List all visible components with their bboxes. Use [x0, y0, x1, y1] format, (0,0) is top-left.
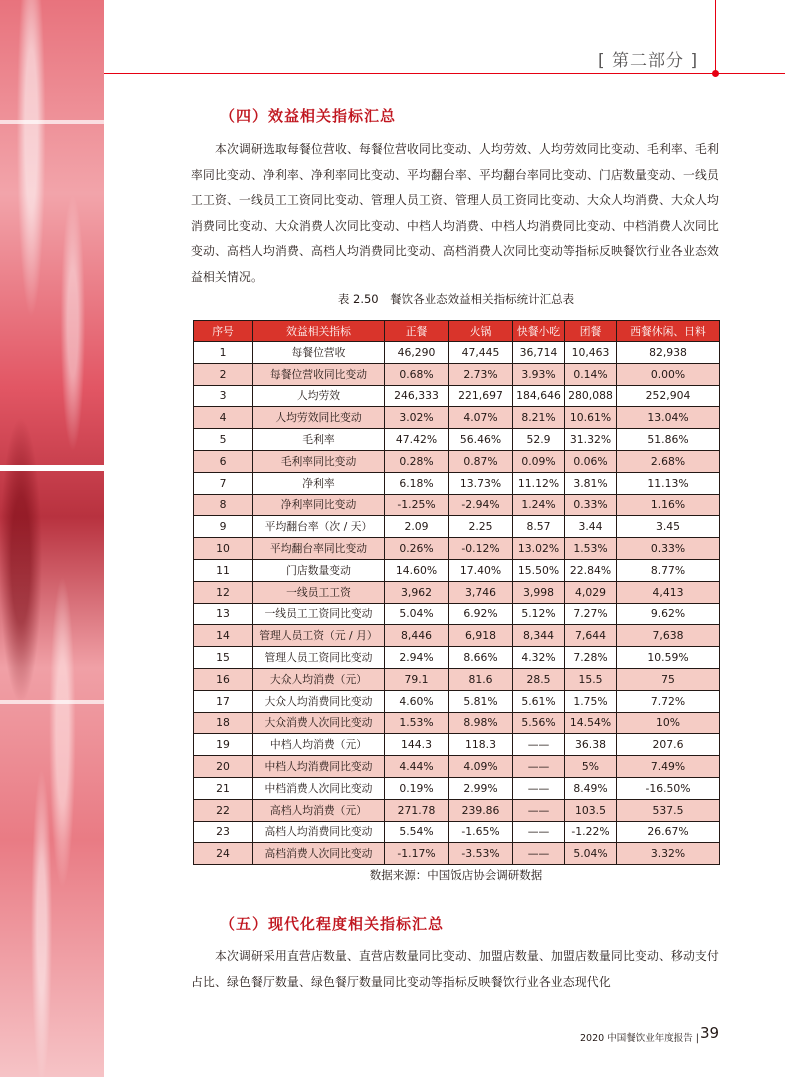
table-header-cell: 西餐休闲、日料	[617, 321, 720, 342]
table-cell: 239.86	[449, 799, 513, 821]
header-vertical-rule	[715, 0, 716, 74]
table-cell: 4.44%	[385, 756, 449, 778]
table-cell: 4.60%	[385, 690, 449, 712]
table-body	[194, 342, 720, 865]
table-cell: -16.50%	[617, 777, 720, 799]
table-cell: 537.5	[617, 799, 720, 821]
table-row	[194, 581, 720, 603]
table-cell: 22.84%	[565, 559, 617, 581]
table-cell: 5.04%	[385, 603, 449, 625]
table-cell: 2.94%	[385, 647, 449, 669]
table-cell: 7,638	[617, 625, 720, 647]
table-cell: 7.28%	[565, 647, 617, 669]
table-cell: 中档消费人次同比变动	[253, 777, 385, 799]
photo-divider	[0, 465, 104, 471]
table-cell: 0.06%	[565, 450, 617, 472]
table-cell: 1.53%	[565, 538, 617, 560]
table-cell: 81.6	[449, 668, 513, 690]
table-row	[194, 363, 720, 385]
table-cell: 高档人均消费同比变动	[253, 821, 385, 843]
decorative-side-photo	[0, 0, 104, 1077]
table-cell: 15.5	[565, 668, 617, 690]
table-cell: 5%	[565, 756, 617, 778]
table-cell: 207.6	[617, 734, 720, 756]
table-cell: 平均翻台率（次 / 天）	[253, 516, 385, 538]
table-cell: 8	[194, 494, 253, 516]
table-header-cell: 效益相关指标	[253, 321, 385, 342]
table-cell: 10,463	[565, 342, 617, 364]
table-cell: 高档消费人次同比变动	[253, 843, 385, 865]
table-cell: 23	[194, 821, 253, 843]
table-header-cell: 序号	[194, 321, 253, 342]
table-cell: 1.16%	[617, 494, 720, 516]
table-cell: 12	[194, 581, 253, 603]
table-cell: -1.22%	[565, 821, 617, 843]
table-cell: 中档人均消费（元）	[253, 734, 385, 756]
table-cell: 7.49%	[617, 756, 720, 778]
table-cell: 13.73%	[449, 472, 513, 494]
table-cell: 人均劳效同比变动	[253, 407, 385, 429]
table-cell: 36.38	[565, 734, 617, 756]
table-row	[194, 494, 720, 516]
table-cell: 11.13%	[617, 472, 720, 494]
table-cell: 7,644	[565, 625, 617, 647]
table-cell: 15	[194, 647, 253, 669]
table-cell: 0.09%	[513, 450, 565, 472]
table-cell: 46,290	[385, 342, 449, 364]
photo-sheen	[0, 700, 104, 704]
header-dot	[712, 70, 719, 77]
table-cell: 3,998	[513, 581, 565, 603]
table-cell: -3.53%	[449, 843, 513, 865]
table-cell: 3	[194, 385, 253, 407]
table-cell: 5.61%	[513, 690, 565, 712]
table-caption: 表 2.50 餐饮各业态效益相关指标统计汇总表	[337, 292, 575, 306]
table-cell: 0.33%	[617, 538, 720, 560]
table-cell: ——	[513, 843, 565, 865]
table-cell: 8.98%	[449, 712, 513, 734]
section-paragraph: 本次调研采用直营店数量、直营店数量同比变动、加盟店数量、加盟店数量同比变动、移动支付占比、绿色餐厅数量、绿色餐厅数量同比变动等指标反映餐饮行业各业态现代化	[191, 949, 719, 989]
table-cell: 103.5	[565, 799, 617, 821]
table-cell: 大众消费人次同比变动	[253, 712, 385, 734]
table-cell: 8.21%	[513, 407, 565, 429]
table-cell: ——	[513, 777, 565, 799]
table-cell: 3.02%	[385, 407, 449, 429]
table-cell: 5.56%	[513, 712, 565, 734]
table-cell: 271.78	[385, 799, 449, 821]
table-row	[194, 429, 720, 451]
table-header-cell: 快餐小吃	[513, 321, 565, 342]
table-cell: 13	[194, 603, 253, 625]
table-cell: 2.68%	[617, 450, 720, 472]
table-cell: 10.61%	[565, 407, 617, 429]
photo-sheen	[0, 120, 104, 124]
table-cell: 0.26%	[385, 538, 449, 560]
table-cell: 每餐位营收同比变动	[253, 363, 385, 385]
table-cell: 9.62%	[617, 603, 720, 625]
table-cell: 75	[617, 668, 720, 690]
table-cell: 毛利率同比变动	[253, 450, 385, 472]
table-cell: 118.3	[449, 734, 513, 756]
table-row	[194, 821, 720, 843]
table-cell: 0.00%	[617, 363, 720, 385]
table-cell: 0.28%	[385, 450, 449, 472]
table-cell: 252,904	[617, 385, 720, 407]
section-heading: （四）效益相关指标汇总	[220, 107, 397, 125]
table-cell: 7.27%	[565, 603, 617, 625]
table-cell: 51.86%	[617, 429, 720, 451]
table-cell: 一线员工工资	[253, 581, 385, 603]
table-cell: ——	[513, 734, 565, 756]
table-cell: 中档人均消费同比变动	[253, 756, 385, 778]
table-cell: 3.45	[617, 516, 720, 538]
table-cell: 平均翻台率同比变动	[253, 538, 385, 560]
table-cell: 人均劳效	[253, 385, 385, 407]
table-header-row	[194, 321, 720, 342]
table-cell: 2.99%	[449, 777, 513, 799]
table-cell: 246,333	[385, 385, 449, 407]
header-rule	[104, 73, 785, 74]
table-row	[194, 734, 720, 756]
table-cell: 3.93%	[513, 363, 565, 385]
table-row	[194, 843, 720, 865]
table-cell: 3.81%	[565, 472, 617, 494]
table-cell: 280,088	[565, 385, 617, 407]
table-cell: 4	[194, 407, 253, 429]
table-cell: 56.46%	[449, 429, 513, 451]
table-cell: 8,446	[385, 625, 449, 647]
table-cell: 36,714	[513, 342, 565, 364]
table-cell: 7.72%	[617, 690, 720, 712]
table-cell: 10%	[617, 712, 720, 734]
table-cell: 24	[194, 843, 253, 865]
table-cell: 28.5	[513, 668, 565, 690]
table-cell: 4,029	[565, 581, 617, 603]
table-row	[194, 647, 720, 669]
table-cell: 0.68%	[385, 363, 449, 385]
table-cell: 门店数量变动	[253, 559, 385, 581]
table-cell: 净利率同比变动	[253, 494, 385, 516]
table-cell: 10	[194, 538, 253, 560]
table-source: 数据来源：中国饭店协会调研数据	[369, 868, 543, 882]
table-cell: 4,413	[617, 581, 720, 603]
table-cell: 4.32%	[513, 647, 565, 669]
table-header-cell: 火锅	[449, 321, 513, 342]
table-cell: 3.32%	[617, 843, 720, 865]
table-cell: 0.19%	[385, 777, 449, 799]
section-paragraph: 本次调研选取每餐位营收、每餐位营收同比变动、人均劳效、人均劳效同比变动、毛利率、毛利率同比变动、净利率、净利率同比变动、平均翻台率、平均翻台率同比变动、门店数量变动、一线员工工资、一线员工工资同比变动、管理人员工资、管理人员工资同比变动、大众人均消费、大众人均消费同比变动、大众消费人次同比变动、中档人均消费、中档人均消费同比变动、中档消费人次同比变动、高档人均消费、高档人均消费同比变动、高档消费人次同比变动等指标反映餐饮行业各业态效益相关情况。	[191, 142, 719, 284]
table-cell: 8,344	[513, 625, 565, 647]
table-cell: 8.77%	[617, 559, 720, 581]
table-cell: 52.9	[513, 429, 565, 451]
table-cell: 每餐位营收	[253, 342, 385, 364]
table-cell: 17	[194, 690, 253, 712]
footer-report-name: 2020 中国餐饮业年度报告 |	[580, 1033, 699, 1044]
table-cell: ——	[513, 799, 565, 821]
table-row	[194, 777, 720, 799]
table-cell: 大众人均消费（元）	[253, 668, 385, 690]
table-header-cell: 团餐	[565, 321, 617, 342]
table-cell: 6.18%	[385, 472, 449, 494]
table-cell: 22	[194, 799, 253, 821]
table-cell: 0.87%	[449, 450, 513, 472]
table-cell: 3,962	[385, 581, 449, 603]
table-cell: 2	[194, 363, 253, 385]
table-row	[194, 385, 720, 407]
table-cell: 5.54%	[385, 821, 449, 843]
table-cell: 19	[194, 734, 253, 756]
table-cell: 79.1	[385, 668, 449, 690]
table-cell: 7	[194, 472, 253, 494]
table-row	[194, 407, 720, 429]
table-cell: 20	[194, 756, 253, 778]
table-row	[194, 516, 720, 538]
table-cell: 1.53%	[385, 712, 449, 734]
table-cell: 21	[194, 777, 253, 799]
table-cell: -0.12%	[449, 538, 513, 560]
section-heading: （五）现代化程度相关指标汇总	[220, 915, 445, 933]
table-cell: 4.07%	[449, 407, 513, 429]
table-cell: 高档人均消费（元）	[253, 799, 385, 821]
table-cell: 2.25	[449, 516, 513, 538]
table-cell: -1.25%	[385, 494, 449, 516]
table-row	[194, 625, 720, 647]
table-row	[194, 342, 720, 364]
table-cell: ——	[513, 756, 565, 778]
table-cell: ——	[513, 821, 565, 843]
table-cell: 221,697	[449, 385, 513, 407]
table-row	[194, 472, 720, 494]
table-cell: -1.17%	[385, 843, 449, 865]
table-cell: 8.57	[513, 516, 565, 538]
table-cell: 2.09	[385, 516, 449, 538]
table-cell: 5.04%	[565, 843, 617, 865]
table-cell: 13.02%	[513, 538, 565, 560]
indicator-table	[193, 320, 720, 865]
table-cell: 17.40%	[449, 559, 513, 581]
table-cell: 14	[194, 625, 253, 647]
table-cell: 5.12%	[513, 603, 565, 625]
table-cell: 26.67%	[617, 821, 720, 843]
table-cell: 47,445	[449, 342, 513, 364]
table-cell: 8.49%	[565, 777, 617, 799]
table-cell: 16	[194, 668, 253, 690]
table-cell: 144.3	[385, 734, 449, 756]
table-cell: 1.75%	[565, 690, 617, 712]
table-cell: 一线员工工资同比变动	[253, 603, 385, 625]
table-cell: 184,646	[513, 385, 565, 407]
table-cell: 14.54%	[565, 712, 617, 734]
table-row	[194, 668, 720, 690]
table-cell: 1.24%	[513, 494, 565, 516]
table-cell: 11.12%	[513, 472, 565, 494]
table-cell: 47.42%	[385, 429, 449, 451]
table-cell: 毛利率	[253, 429, 385, 451]
table-row	[194, 559, 720, 581]
table-cell: 9	[194, 516, 253, 538]
table-cell: 6.92%	[449, 603, 513, 625]
table-cell: -1.65%	[449, 821, 513, 843]
table-cell: 3.44	[565, 516, 617, 538]
table-cell: 0.33%	[565, 494, 617, 516]
table-cell: 3,746	[449, 581, 513, 603]
table-cell: 0.14%	[565, 363, 617, 385]
table-cell: 4.09%	[449, 756, 513, 778]
table-cell: 管理人员工资同比变动	[253, 647, 385, 669]
table-header-cell: 正餐	[385, 321, 449, 342]
table-cell: 净利率	[253, 472, 385, 494]
table-cell: 5.81%	[449, 690, 513, 712]
table-cell: 6,918	[449, 625, 513, 647]
part-label: [ 第二部分 ]	[598, 51, 699, 71]
table-row	[194, 756, 720, 778]
table-cell: 11	[194, 559, 253, 581]
table-cell: 18	[194, 712, 253, 734]
table-cell: 31.32%	[565, 429, 617, 451]
table-row	[194, 603, 720, 625]
table-cell: 管理人员工资（元 / 月）	[253, 625, 385, 647]
table-cell: 大众人均消费同比变动	[253, 690, 385, 712]
table-row	[194, 712, 720, 734]
table-row	[194, 538, 720, 560]
table-row	[194, 799, 720, 821]
table-cell: 2.73%	[449, 363, 513, 385]
page-number: 39	[700, 1024, 720, 1042]
table-cell: -2.94%	[449, 494, 513, 516]
table-cell: 15.50%	[513, 559, 565, 581]
table-cell: 10.59%	[617, 647, 720, 669]
table-row	[194, 450, 720, 472]
table-cell: 13.04%	[617, 407, 720, 429]
table-cell: 8.66%	[449, 647, 513, 669]
table-cell: 1	[194, 342, 253, 364]
table-row	[194, 690, 720, 712]
table-cell: 5	[194, 429, 253, 451]
table-cell: 82,938	[617, 342, 720, 364]
table-cell: 6	[194, 450, 253, 472]
table-cell: 14.60%	[385, 559, 449, 581]
